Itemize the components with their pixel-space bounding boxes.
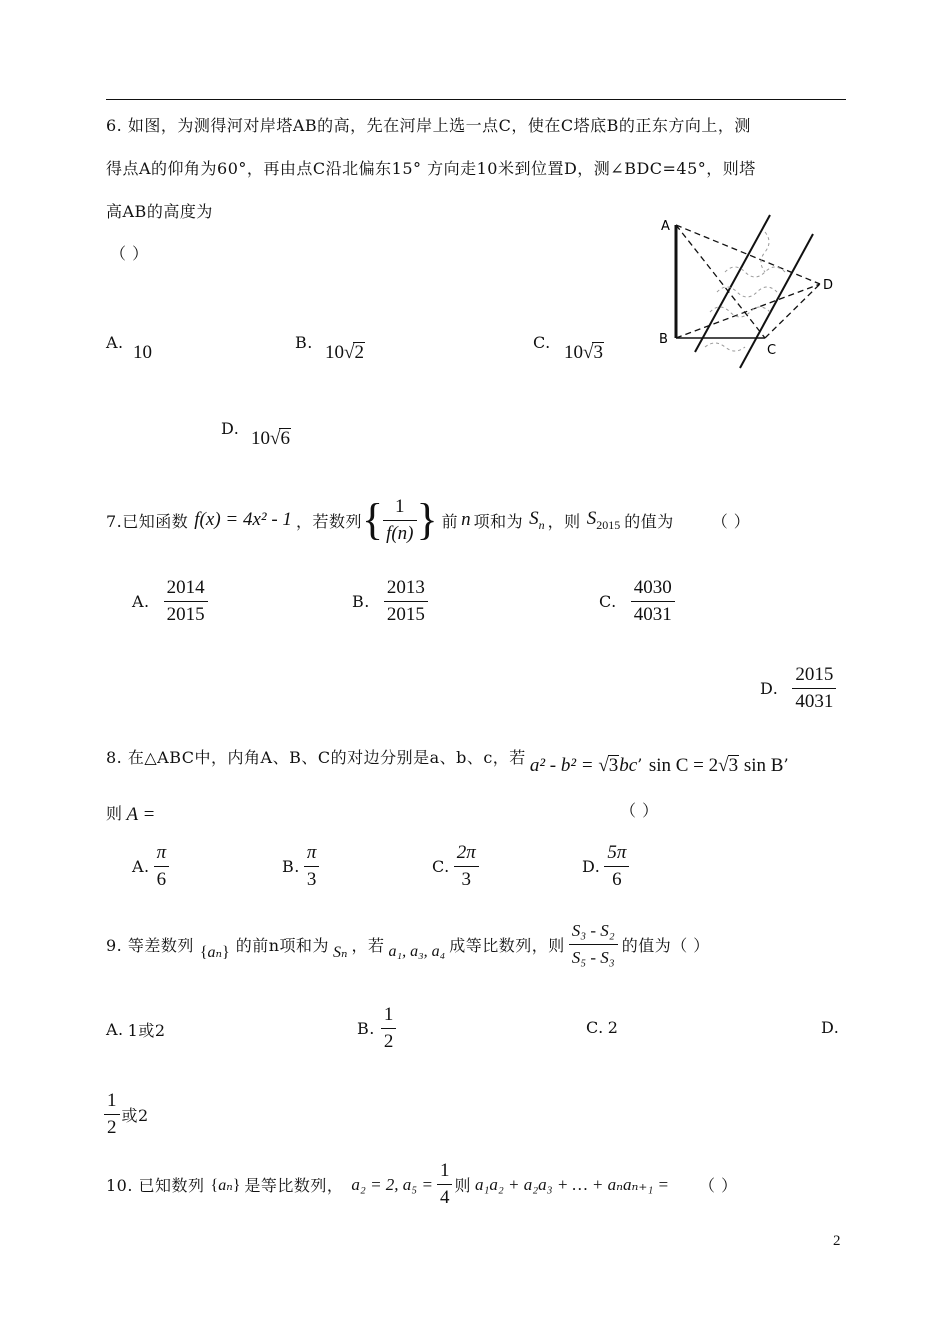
q6-line2: 得点A的仰角为60°，再由点C沿北偏东15° 方向走10米到位置D，测∠BDC=45°，则塔 [106,159,756,178]
q10-stem: 10. 已知数列 {aₙ} 是等比数列， a₂ = 2, a₅ = $\frac{1}{4}$ 则 a₁a₂ + a₂a₃ + … + aₙaₙ₊₁ = （ ） [106,1158,738,1211]
page-number: 2 [833,1233,841,1249]
q6-option-b-value: 10√2 [325,342,364,363]
q9-option-b: B. $\frac{1}{2}$ [357,1002,396,1055]
q8-equation-2: sin C = 2√3 sin B [648,755,784,776]
q7-function: f(x) = 4x² - 1 [194,509,292,530]
q6-tower-river-figure [655,212,840,372]
top-rule [106,99,846,100]
q7-option-c: C. $\frac{4030}{4031}$ [599,575,675,628]
q7-stem: 7.已知函数 f(x) = 4x² - 1 ，若数列 { $\frac{1}{f(n)}$ } 前 n 项和为 $S_n$ ，则 $S_{2015}$ 的值为 （ ） [106,490,750,550]
q8-option-b: B. $\frac{\pi}{3}$ [282,840,319,893]
q9-option-a: A. 1或2 [106,1020,166,1040]
q6-line3: 高AB的高度为 [106,202,213,221]
figure-label-b: B [659,332,668,347]
q9-stem: 9. 等差数列 {aₙ} 的前n项和为 Sₙ ，若 a₁, a₃, a₄ 成等比数列，则 $\frac{\text{S₃ - S₂}}{\text{S₅ - S₃}}$ 的值为（ ） [106,918,710,971]
q7-sequence-fraction: $\frac{1}{f(n)}$ [383,494,416,547]
q8-option-a: A. $\frac{\pi}{6}$ [132,840,169,893]
q6-line1: 6. 如图，为测得河对岸塔AB的高，先在河岸上选一点C，使在C塔底B的正东方向上，测 [106,116,751,135]
q7-option-d: D. $\frac{2015}{4031}$ [760,662,836,715]
q8-answer-paren: （ ） [620,801,659,820]
q6-option-b-label: B. [295,333,313,352]
q9-option-c: C. 2 [586,1018,619,1037]
q9-option-d-value: $\frac{1}{2}$ 或2 [104,1088,149,1141]
figure-label-d: D [823,278,834,293]
q6-option-a-label: A. [106,333,124,352]
q6-option-a-value: 10 [133,342,152,363]
q10-fraction: $\frac{1}{4}$ [437,1158,453,1211]
q8-then: 则 A = [106,803,156,825]
q6-option-c-label: C. [533,333,551,352]
q6-option-d-label: D. [221,419,240,438]
q8-option-c: C. $\frac{2\pi}{3}$ [432,840,479,893]
q6-answer-paren: （ ） [110,244,149,263]
q7-option-a: A. $\frac{2014}{2015}$ [132,575,208,628]
q6-option-d-value: 10√6 [251,428,290,449]
q7-option-b: B. $\frac{2013}{2015}$ [352,575,428,628]
q6-option-c-value: 10√3 [564,342,603,363]
q9-option-d-label: D. [821,1018,840,1037]
q9-ratio-fraction: $\frac{\text{S₃ - S₂}}{\text{S₅ - S₃}}$ [569,918,618,971]
q10-sequence: {aₙ} [210,1176,241,1194]
figure-label-a: A [661,219,670,234]
figure-label-c: C [767,343,777,358]
q8-equation-1: a² - b² = √3bc [529,755,638,776]
q9-sequence: {aₙ} [199,943,230,961]
q8-stem: 8. 在△ABC中，内角A、B、C的对边分别是a、b、c，若 a² - b² = √3bc ’ sin C = 2√3 sin B ’ [106,747,790,776]
q8-option-d: D. $\frac{5\pi}{6}$ [582,840,629,893]
